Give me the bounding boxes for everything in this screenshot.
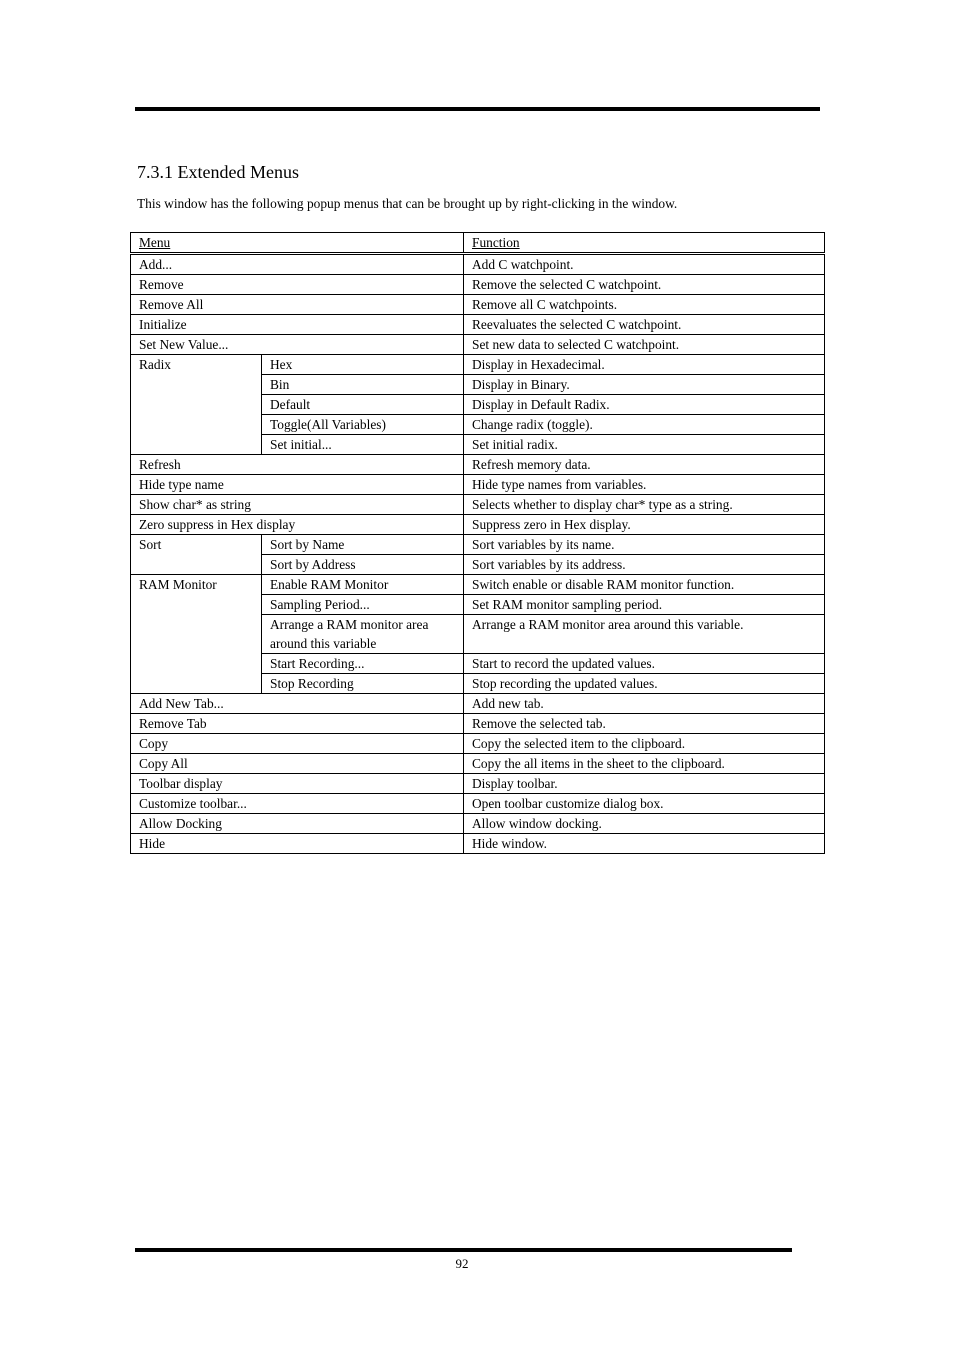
table-row [131, 455, 825, 475]
function-cell: Add new tab. [464, 694, 825, 714]
menu-cell: Add... [131, 254, 464, 275]
submenu-cell: Sort by Address [262, 555, 464, 575]
function-cell: Hide type names from variables. [464, 475, 825, 495]
menu-cell: Remove [131, 275, 464, 295]
section-heading: 7.3.1 Extended Menus [137, 162, 299, 182]
footer-rule [135, 1248, 792, 1252]
function-cell: Open toolbar customize dialog box. [464, 794, 825, 814]
intro-paragraph: This window has the following popup menus that can be brought up by right-clicking in the window. [137, 196, 678, 211]
function-cell: Copy the selected item to the clipboard. [464, 734, 825, 754]
menu-cell: Remove All [131, 295, 464, 315]
table-row [131, 535, 825, 555]
menu-table [130, 232, 825, 854]
table-row [131, 254, 825, 275]
function-cell: Switch enable or disable RAM monitor function. [464, 575, 825, 595]
menu-cell: Zero suppress in Hex display [131, 515, 464, 535]
menu-cell: Customize toolbar... [131, 794, 464, 814]
function-cell: Arrange a RAM monitor area around this variable. [464, 615, 825, 654]
table-row [131, 495, 825, 515]
table-row [131, 575, 825, 595]
submenu-cell: Start Recording... [262, 654, 464, 674]
function-cell: Add C watchpoint. [464, 254, 825, 275]
menu-cell: Toolbar display [131, 774, 464, 794]
menu-group-radix: Radix [131, 355, 262, 455]
table-header-row [131, 233, 825, 254]
table-row [131, 814, 825, 834]
function-column-header [464, 233, 825, 254]
submenu-cell: Bin [262, 375, 464, 395]
submenu-cell: Set initial... [262, 435, 464, 455]
function-cell: Allow window docking. [464, 814, 825, 834]
submenu-cell: Toggle(All Variables) [262, 415, 464, 435]
table-row [131, 475, 825, 495]
menu-cell: Initialize [131, 315, 464, 335]
function-cell: Remove the selected C watchpoint. [464, 275, 825, 295]
function-cell: Display toolbar. [464, 774, 825, 794]
table-row [131, 335, 825, 355]
submenu-cell: Enable RAM Monitor [262, 575, 464, 595]
submenu-cell: Default [262, 395, 464, 415]
menu-cell: Show char* as string [131, 495, 464, 515]
function-cell: Set RAM monitor sampling period. [464, 595, 825, 615]
menu-group-ram-monitor: RAM Monitor [131, 575, 262, 694]
menu-cell: Refresh [131, 455, 464, 475]
menu-header-label: Menu [139, 235, 171, 250]
submenu-cell: Sort by Name [262, 535, 464, 555]
function-cell: Display in Hexadecimal. [464, 355, 825, 375]
table-row [131, 515, 825, 535]
menu-cell: Set New Value... [131, 335, 464, 355]
function-cell: Remove all C watchpoints. [464, 295, 825, 315]
function-cell: Hide window. [464, 834, 825, 854]
table-row [131, 834, 825, 854]
function-cell: Start to record the updated values. [464, 654, 825, 674]
function-cell: Reevaluates the selected C watchpoint. [464, 315, 825, 335]
submenu-cell: Sampling Period... [262, 595, 464, 615]
function-cell: Set initial radix. [464, 435, 825, 455]
page-number: 92 [455, 1256, 469, 1271]
menu-cell: Hide type name [131, 475, 464, 495]
table-row [131, 275, 825, 295]
function-cell: Suppress zero in Hex display. [464, 515, 825, 535]
function-cell: Stop recording the updated values. [464, 674, 825, 694]
function-cell: Sort variables by its address. [464, 555, 825, 575]
table-row [131, 315, 825, 335]
menu-cell: Remove Tab [131, 714, 464, 734]
function-cell: Sort variables by its name. [464, 535, 825, 555]
function-cell: Set new data to selected C watchpoint. [464, 335, 825, 355]
menu-cell: Allow Docking [131, 814, 464, 834]
menu-cell: Copy [131, 734, 464, 754]
submenu-cell: Arrange a RAM monitor area around this variable [262, 615, 464, 654]
function-cell: Display in Default Radix. [464, 395, 825, 415]
function-cell: Copy the all items in the sheet to the clipboard. [464, 754, 825, 774]
menu-group-sort: Sort [131, 535, 262, 575]
submenu-cell: Stop Recording [262, 674, 464, 694]
function-cell: Display in Binary. [464, 375, 825, 395]
table-row [131, 714, 825, 734]
table-row [131, 355, 825, 375]
table-row [131, 754, 825, 774]
table-row [131, 774, 825, 794]
table-row [131, 794, 825, 814]
header-rule [135, 107, 820, 111]
table-row [131, 734, 825, 754]
table-row [131, 694, 825, 714]
function-cell: Selects whether to display char* type as a string. [464, 495, 825, 515]
function-cell: Change radix (toggle). [464, 415, 825, 435]
menu-cell: Copy All [131, 754, 464, 774]
function-cell: Refresh memory data. [464, 455, 825, 475]
menu-column-header [131, 233, 464, 254]
table-row [131, 295, 825, 315]
function-header-label: Function [472, 235, 520, 250]
function-cell: Remove the selected tab. [464, 714, 825, 734]
menu-cell: Add New Tab... [131, 694, 464, 714]
menu-cell: Hide [131, 834, 464, 854]
submenu-cell: Hex [262, 355, 464, 375]
